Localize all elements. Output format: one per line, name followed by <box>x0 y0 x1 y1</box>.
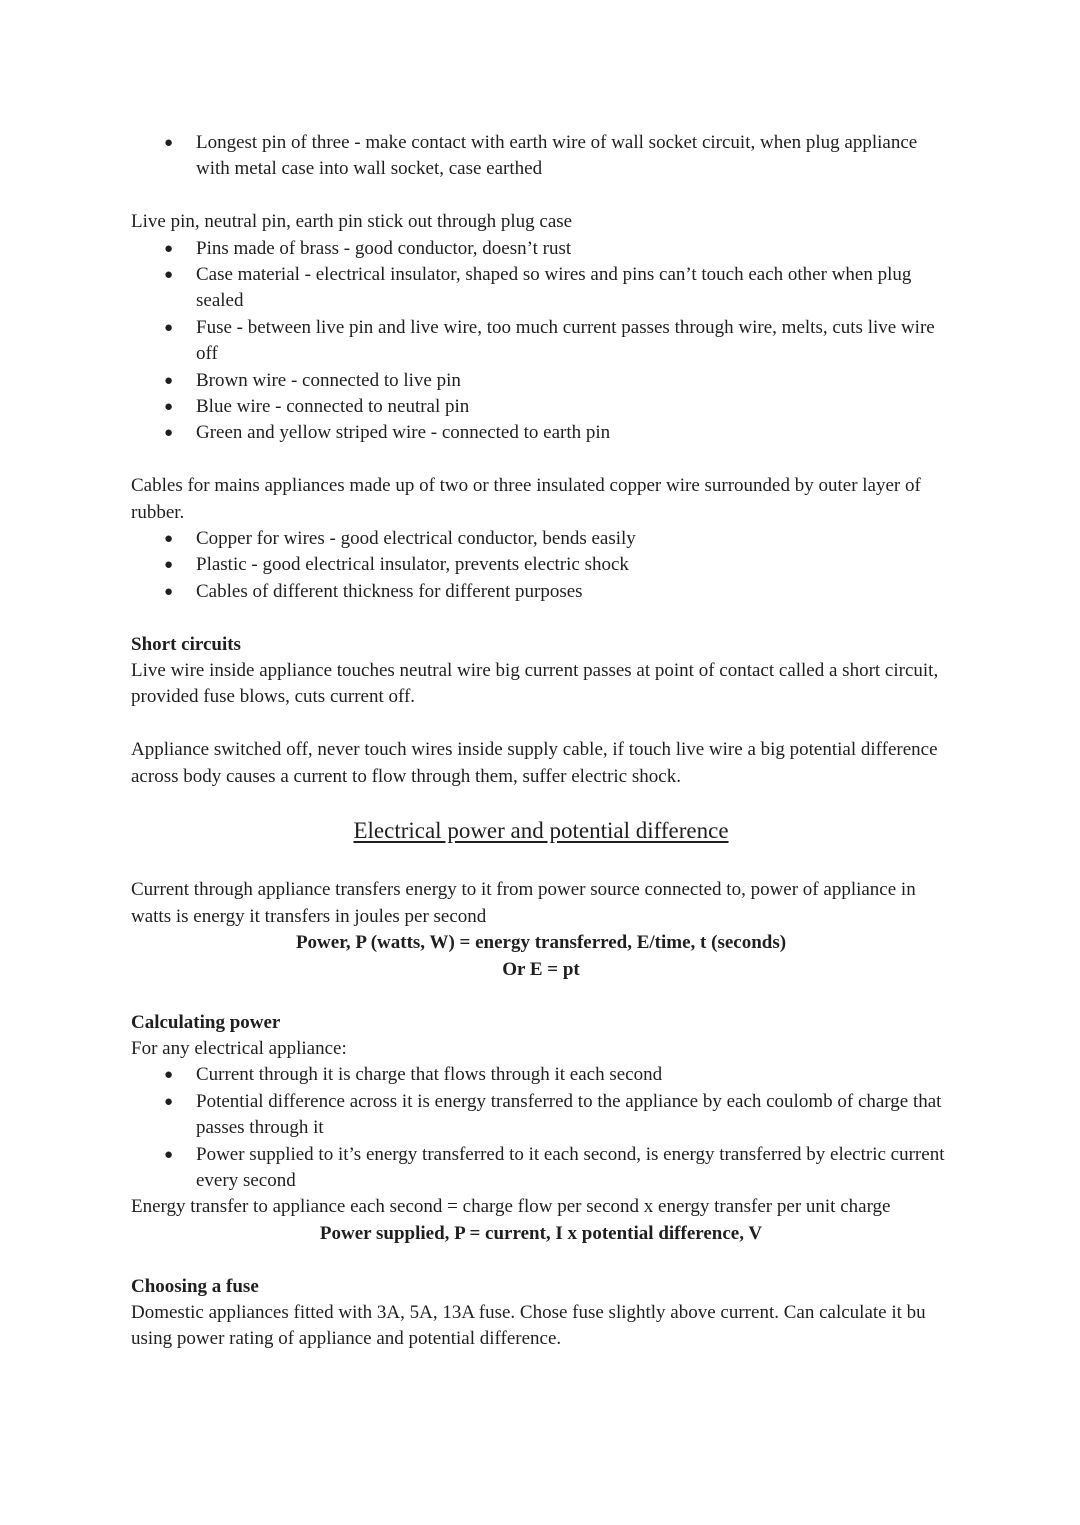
bullet-icon: ● <box>164 319 174 336</box>
list-item <box>131 526 951 552</box>
list-item-text: Brown wire - connected to live pin <box>196 369 461 391</box>
list-item <box>131 394 951 420</box>
list-item-text: Current through it is charge that flows through it each second <box>196 1064 663 1086</box>
cables-list <box>131 526 951 605</box>
cables-intro: Cables for mains appliances made up of two or three insulated copper wire surrounded by outer layer of rubber. <box>131 475 921 523</box>
plug-intro: Live pin, neutral pin, earth pin stick out through plug case <box>131 211 573 233</box>
list-item <box>131 315 951 368</box>
bullet-icon: ● <box>164 1067 174 1084</box>
list-item-text: Case material - electrical insulator, shaped so wires and pins can’t touch each other when plug sealed <box>196 264 912 312</box>
list-item-text: Plastic - good electrical insulator, prevents electric shock <box>196 554 629 576</box>
bullet-icon: ● <box>164 240 174 257</box>
list-item <box>131 236 951 262</box>
bullet-icon: ● <box>164 372 174 389</box>
list-item-text: Green and yellow striped wire - connected to earth pin <box>196 422 611 444</box>
list-item <box>131 1062 951 1088</box>
bullet-icon: ● <box>164 583 174 600</box>
calculating-power-intro: For any electrical appliance: <box>131 1037 347 1059</box>
bullet-icon: ● <box>164 531 174 548</box>
energy-transfer-line: Energy transfer to appliance each second = charge flow per second x energy transfer per unit charge <box>131 1196 891 1218</box>
bullet-icon: ● <box>164 1093 174 1110</box>
list-item-text: Blue wire - connected to neutral pin <box>196 396 470 418</box>
list-item <box>131 368 951 394</box>
list-item <box>131 130 951 183</box>
notes-page <box>131 130 951 1353</box>
section-heading: Electrical power and potential difference <box>353 818 729 844</box>
list-item <box>131 552 951 578</box>
short-circuits-text: Live wire inside appliance touches neutral wire big current passes at point of contact called a short circuit, provided fuse blows, cuts current off. <box>131 660 939 708</box>
list-item-text: Copper for wires - good electrical conductor, bends easily <box>196 528 636 550</box>
power-text: Current through appliance transfers energy to it from power source connected to, power of appliance in watts is energy it transfers in joules per second <box>131 879 916 927</box>
list-item-text: Cables of different thickness for different purposes <box>196 580 583 602</box>
list-item-text: Power supplied to it’s energy transferred to it each second, is energy transferred by electric current every second <box>196 1143 945 1191</box>
list-item <box>131 420 951 446</box>
calculating-power-list <box>131 1062 951 1194</box>
short-circuits-warning: Appliance switched off, never touch wires inside supply cable, if touch live wire a big potential difference across body causes a current to flow through them, suffer electric shock. <box>131 739 938 787</box>
earth-pin-list <box>131 130 951 183</box>
list-item <box>131 579 951 605</box>
calculating-power-title: Calculating power <box>131 1011 281 1033</box>
bullet-icon: ● <box>164 557 174 574</box>
bullet-icon: ● <box>164 1146 174 1163</box>
plug-list <box>131 236 951 447</box>
choosing-fuse-title: Choosing a fuse <box>131 1275 259 1297</box>
list-item <box>131 262 951 315</box>
energy-formula: Or E = pt <box>502 958 580 980</box>
bullet-icon: ● <box>164 399 174 416</box>
list-item-text: Fuse - between live pin and live wire, too much current passes through wire, melts, cuts live wire off <box>196 316 935 365</box>
list-item-text: Longest pin of three - make contact with earth wire of wall socket circuit, when plug appliance with metal case into wall socket, case earthed <box>196 132 918 180</box>
bullet-icon: ● <box>164 425 174 442</box>
bullet-icon: ● <box>164 135 174 151</box>
short-circuits-title: Short circuits <box>131 633 241 655</box>
bullet-icon: ● <box>164 267 174 284</box>
list-item <box>131 1089 951 1142</box>
power-formula: Power, P (watts, W) = energy transferred, E/time, t (seconds) <box>295 932 787 954</box>
power-supplied-formula: Power supplied, P = current, I x potential difference, V <box>319 1222 763 1244</box>
list-item-text: Pins made of brass - good conductor, doesn’t rust <box>196 237 572 259</box>
list-item-text: Potential difference across it is energy transferred to the appliance by each coulomb of charge that passes through it <box>196 1090 942 1139</box>
list-item <box>131 1142 951 1195</box>
choosing-fuse-text: Domestic appliances fitted with 3A, 5A, 13A fuse. Chose fuse slightly above current. Can calculate it bu using power rating of appliance and potential difference. <box>131 1301 926 1350</box>
